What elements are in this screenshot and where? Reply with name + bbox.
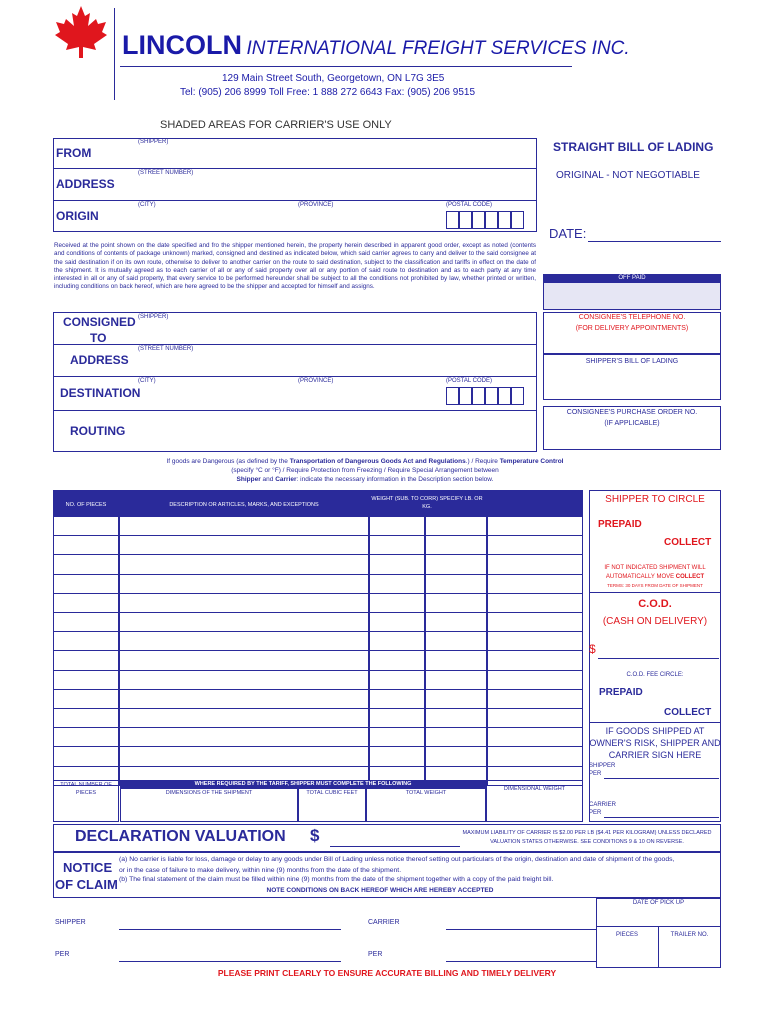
document-subtitle: ORIGINAL - NOT NEGOTIABLE xyxy=(556,170,700,181)
claim-text-b: (b) The final statement of the claim must be filled within nine (9) months from the date of the shipment together with a copy of the paid freight bill. xyxy=(119,876,554,883)
weight-cell[interactable] xyxy=(487,670,583,690)
cod-sub: (CASH ON DELIVERY) xyxy=(602,616,708,627)
weight-cell[interactable] xyxy=(487,574,583,594)
dimensional-weight-label: DIMENSIONAL WEIGHT xyxy=(503,786,566,792)
weight-cell[interactable] xyxy=(369,689,425,709)
date-field-line[interactable] xyxy=(588,241,721,242)
pieces-cell[interactable] xyxy=(53,574,119,594)
weight-cell[interactable] xyxy=(487,516,583,536)
consigned-postal-label: (POSTAL CODE) xyxy=(446,378,493,384)
description-cell[interactable] xyxy=(119,631,369,651)
sig-per-line[interactable] xyxy=(119,961,341,962)
cod-dollar-sign: $ xyxy=(589,642,596,656)
from-postal-code-boxes[interactable] xyxy=(446,211,524,229)
shipper-bol-label: SHIPPER'S BILL OF LADING xyxy=(585,358,679,365)
cod-amount-line[interactable] xyxy=(598,658,719,659)
weight-cell[interactable] xyxy=(487,535,583,555)
document-title: STRAIGHT BILL OF LADING xyxy=(553,140,714,154)
pieces-cell[interactable] xyxy=(53,631,119,651)
pieces-cell[interactable] xyxy=(53,727,119,747)
description-cell[interactable] xyxy=(119,535,369,555)
weight-cell[interactable] xyxy=(487,612,583,632)
company-name xyxy=(122,30,630,61)
date-label: DATE: xyxy=(549,226,587,241)
weight-cell[interactable] xyxy=(369,554,425,574)
from-shipper-label: (SHIPPER) xyxy=(138,139,169,145)
conditions-note: NOTE CONDITIONS ON BACK HEREOF WHICH ARE HEREBY ACCEPTED xyxy=(266,887,494,894)
pieces-label: PIECES xyxy=(615,932,638,938)
company-phones: Tel: (905) 206 8999 Toll Free: 1 888 272 6643 Fax: (905) 206 9515 xyxy=(180,87,476,98)
weight-cell[interactable] xyxy=(369,593,425,613)
weight-cell[interactable] xyxy=(369,670,425,690)
weight-cell[interactable] xyxy=(369,746,425,766)
pieces-cell[interactable] xyxy=(53,612,119,632)
footer-note: PLEASE PRINT CLEARLY TO ENSURE ACCURATE BILLING AND TIMELY DELIVERY xyxy=(217,968,557,978)
weight-cell[interactable] xyxy=(369,708,425,728)
consigned-street-label: (STREET NUMBER) xyxy=(138,346,194,352)
pieces-cell[interactable] xyxy=(53,670,119,690)
weight-cell[interactable] xyxy=(425,708,487,728)
description-cell[interactable] xyxy=(119,593,369,613)
total-weight-label: TOTAL WEIGHT xyxy=(405,790,447,796)
pieces-cell[interactable] xyxy=(53,689,119,709)
cubic-feet-label: TOTAL CUBIC FEET xyxy=(306,790,358,796)
weight-cell[interactable] xyxy=(425,727,487,747)
description-cell[interactable] xyxy=(119,746,369,766)
sig-carrier-label: CARRIER xyxy=(368,919,400,926)
weight-cell[interactable] xyxy=(425,650,487,670)
weight-cell[interactable] xyxy=(487,727,583,747)
routing-label: ROUTING xyxy=(70,424,126,438)
risk-carrier-label: CARRIER xyxy=(589,802,617,808)
terms-note: TERMS: 30 DAYS FROM DATE OF SHIPMENT xyxy=(607,583,703,588)
company-name-bold: LINCOLN xyxy=(122,30,242,60)
consignee-phone-sub: (FOR DELIVERY APPOINTMENTS) xyxy=(575,325,689,332)
weight-cell[interactable] xyxy=(425,554,487,574)
weight-cell[interactable] xyxy=(369,650,425,670)
consigned-city-label: (CITY) xyxy=(138,378,156,384)
weight-cell[interactable] xyxy=(369,631,425,651)
pieces-cell[interactable] xyxy=(53,535,119,555)
weight-cell[interactable] xyxy=(487,746,583,766)
shipper-to-circle: SHIPPER TO CIRCLE xyxy=(605,494,705,505)
cod-fee-label: C.O.D. FEE CIRCLE: xyxy=(626,672,684,678)
weight-cell[interactable] xyxy=(487,554,583,574)
weight-cell[interactable] xyxy=(425,689,487,709)
weight-cell[interactable] xyxy=(369,727,425,747)
company-name-rest: INTERNATIONAL FREIGHT SERVICES INC. xyxy=(246,38,630,59)
description-cell[interactable] xyxy=(119,708,369,728)
sig-per-label: PER xyxy=(55,951,70,958)
declaration-value-line[interactable] xyxy=(330,846,460,847)
weight-cell[interactable] xyxy=(425,593,487,613)
table-header-weight: WEIGHT (SUB. TO CORR) SPECIFY LB. OR KG. xyxy=(371,496,483,510)
pieces-cell[interactable] xyxy=(53,554,119,574)
table-header-pieces: NO. OF PIECES xyxy=(65,502,107,508)
risk-shipper-label: SHIPPER xyxy=(589,763,616,769)
from-street-label: (STREET NUMBER) xyxy=(138,170,194,176)
sig-carrier-line[interactable] xyxy=(446,929,596,930)
pickup-label: DATE OF PICK UP xyxy=(632,900,685,906)
of-claim-label: OF CLAIM xyxy=(55,877,118,892)
not-indicated-note-2: AUTOMATICALLY MOVE COLLECT xyxy=(605,574,705,580)
maple-leaf-logo xyxy=(52,4,110,60)
weight-cell[interactable] xyxy=(425,746,487,766)
weight-cell[interactable] xyxy=(487,689,583,709)
cod-collect-option[interactable]: COLLECT xyxy=(664,707,712,718)
purchase-order-sub: (IF APPLICABLE) xyxy=(604,420,660,427)
off-paid-label: OFF PAID xyxy=(618,275,646,281)
weight-cell[interactable] xyxy=(487,708,583,728)
weight-cell[interactable] xyxy=(425,516,487,536)
description-cell[interactable] xyxy=(119,689,369,709)
weight-cell[interactable] xyxy=(487,593,583,613)
weight-cell[interactable] xyxy=(487,650,583,670)
consigned-to-label: TO xyxy=(90,331,107,345)
weight-cell[interactable] xyxy=(425,574,487,594)
weight-cell[interactable] xyxy=(425,535,487,555)
weight-cell[interactable] xyxy=(425,670,487,690)
pieces-cell[interactable] xyxy=(53,593,119,613)
consigned-shipper-label: (SHIPPER) xyxy=(138,314,169,320)
risk-per-label: PER xyxy=(589,771,602,777)
from-address-label: ADDRESS xyxy=(56,177,115,191)
description-cell[interactable] xyxy=(119,612,369,632)
description-cell[interactable] xyxy=(119,650,369,670)
risk-shipper-line[interactable] xyxy=(604,778,719,779)
claim-text-a: (a) No carrier is liable for loss, damage or delay to any goods under Bill of Lading unless notice thereof setting out particulars of the origin, destination and date of shipment of the goods, or in the case of failure to make delivery, within nine (9) months from the date of the shipment. xyxy=(119,856,675,874)
weight-cell[interactable] xyxy=(369,612,425,632)
received-terms: Received at the point shown on the date specified and fro the shipper mentioned herein, the property herein described in apparent good order, except as noted (contents and conditions of contents of package unknown) marked, consigned and destined as indicated below, which said carrier agrees to carry and deliver to the said consignee at the said destination if on its own route, otherwise to deliver to another carrier on the route to said destination, subject to the classification and tariffs in effect on the date of the shipment. It is mutually agreed as to each carrier of all or any of said property over all or any portion of said route to destination and as to each party at any time interested in all or any of said property, that every service to be performed hereunder shall be subject to all the conditions not prohibited by law, whether printed or written, including conditions on back hereof, which are here agreed to be the shipper and accepted for himself and assigns. xyxy=(54,242,536,291)
from-label: FROM xyxy=(56,146,92,160)
sig-per2-label: PER xyxy=(368,951,383,958)
dangerous-goods-note: If goods are Dangerous (as defined by the Transportation of Dangerous Goods Act and Regulations.) / Require Temperature Control (specify °C or °F) / Require Protection from Freezing / Require Special Arrangement between Shipper and Carrier: indicate the necessary information in the Description section below. xyxy=(166,458,564,483)
description-cell[interactable] xyxy=(119,554,369,574)
sig-shipper-line[interactable] xyxy=(119,929,341,930)
weight-cell[interactable] xyxy=(425,612,487,632)
destination-label: DESTINATION xyxy=(60,386,141,400)
tariff-note: WHERE REQUIRED BY THE TARIFF, SHIPPER MUST COMPLETE THE FOLLOWING xyxy=(194,781,412,787)
description-cell[interactable] xyxy=(119,727,369,747)
sig-per2-line[interactable] xyxy=(446,961,596,962)
consigned-postal-code-boxes[interactable] xyxy=(446,387,524,405)
pieces-cell[interactable] xyxy=(53,708,119,728)
table-header-description: DESCRIPTION OR ARTICLES, MARKS, AND EXCEPTIONS xyxy=(169,502,319,508)
trailer-label: TRAILER NO. xyxy=(670,932,709,938)
pieces-cell[interactable] xyxy=(53,746,119,766)
weight-cell[interactable] xyxy=(369,535,425,555)
notice-label: NOTICE xyxy=(63,860,113,875)
not-indicated-note-1: IF NOT INDICATED SHIPMENT WILL xyxy=(604,565,706,571)
cod-prepaid-option[interactable]: PREPAID xyxy=(599,687,643,698)
description-cell[interactable] xyxy=(119,574,369,594)
consignee-phone-label: CONSIGNEE'S TELEPHONE NO. xyxy=(578,314,686,321)
description-cell[interactable] xyxy=(119,516,369,536)
description-cell[interactable] xyxy=(119,670,369,690)
risk-carrier-line[interactable] xyxy=(604,817,719,818)
total-pieces-label: TOTAL NUMBER OF PIECES xyxy=(60,782,112,796)
origin-label: ORIGIN xyxy=(56,209,99,223)
weight-cell[interactable] xyxy=(369,574,425,594)
weight-cell[interactable] xyxy=(369,516,425,536)
weight-cell[interactable] xyxy=(487,631,583,651)
header-rule xyxy=(120,66,572,67)
declaration-dollar: $ xyxy=(310,826,320,845)
pieces-cell[interactable] xyxy=(53,650,119,670)
consigned-address-label: ADDRESS xyxy=(70,353,129,367)
from-province-label: (PROVINCE) xyxy=(298,202,334,208)
from-postal-label: (POSTAL CODE) xyxy=(446,202,493,208)
collect-option[interactable]: COLLECT xyxy=(664,537,712,548)
company-address: 129 Main Street South, Georgetown, ON L7G 3E5 xyxy=(222,73,445,84)
cod-label: C.O.D. xyxy=(638,598,672,610)
consigned-label: CONSIGNED xyxy=(63,315,136,329)
shaded-areas-note: SHADED AREAS FOR CARRIER'S USE ONLY xyxy=(160,119,392,131)
declaration-title: DECLARATION VALUATION xyxy=(75,828,286,845)
dimensions-label: DIMENSIONS OF THE SHIPMENT xyxy=(165,790,253,796)
header-divider xyxy=(114,8,115,100)
from-city-label: (CITY) xyxy=(138,202,156,208)
owners-risk-note: IF GOODS SHIPPED AT OWNER'S RISK, SHIPPER AND CARRIER SIGN HERE xyxy=(589,726,721,760)
consigned-province-label: (PROVINCE) xyxy=(298,378,334,384)
pieces-cell[interactable] xyxy=(53,516,119,536)
liability-note: MAXIMUM LIABILITY OF CARRIER IS $2.00 PER LB ($4.41 PER KILOGRAM) UNLESS DECLARED VALUATION STATES OTHERWISE. SEE CONDITIONS 9 & 10 ON REVERSE. xyxy=(462,830,712,845)
sig-shipper-label: SHIPPER xyxy=(55,919,86,926)
purchase-order-label: CONSIGNEE'S PURCHASE ORDER NO. xyxy=(566,409,698,416)
risk-per2-label: PER xyxy=(589,810,602,816)
weight-cell[interactable] xyxy=(425,631,487,651)
prepaid-option[interactable]: PREPAID xyxy=(598,519,642,530)
